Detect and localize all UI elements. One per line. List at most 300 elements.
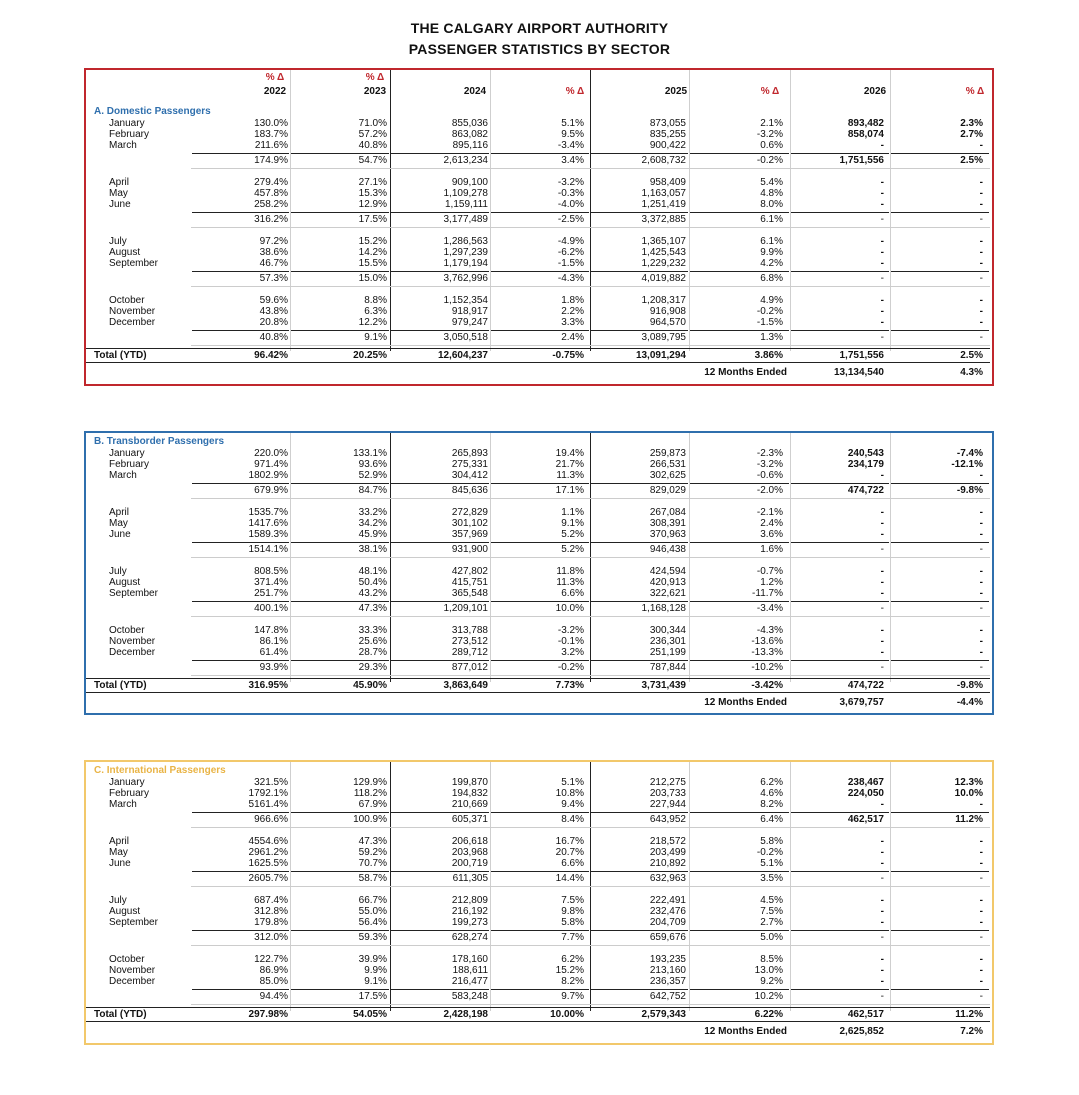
- transborder-quarter-2-c2026-subtotal: -: [880, 544, 884, 555]
- international-row-divider: [191, 886, 990, 887]
- header-year-2026: 2026: [863, 86, 887, 97]
- transborder-quarter-2-p2024-subtotal: 5.2%: [561, 544, 584, 555]
- transborder-quarter-4-c2025-subtotal: 787,844: [649, 662, 686, 673]
- domestic-quarter-2-c2026-subtotal: -: [880, 214, 884, 225]
- international-subtotal-rule: [391, 871, 489, 872]
- domestic-subtotal-rule: [391, 212, 489, 213]
- transborder-quarter-4-c2024-values: 313,788 273,512 289,712: [451, 625, 488, 658]
- transborder-subtotal-rule: [791, 483, 889, 484]
- international-subtotal-rule: [891, 930, 989, 931]
- international-quarter-4-p2024-values: 6.2% 15.2% 8.2%: [555, 954, 584, 987]
- international-twelve-months-value: 2,625,852: [839, 1026, 884, 1037]
- domestic-quarter-1-c2026-values: 893,482 858,074 -: [847, 118, 884, 151]
- transborder-quarter-2-c2024-values: 272,829 301,102 357,969: [451, 507, 488, 540]
- domestic-quarter-4-p2024-subtotal: 2.4%: [561, 332, 584, 343]
- domestic-quarter-2-p2024-values: -3.2% -0.3% -4.0%: [557, 177, 584, 210]
- domestic-quarter-2-p2026-subtotal: -: [979, 214, 983, 225]
- international-subtotal-rule: [491, 989, 589, 990]
- transborder-quarter-1-p2026-values: -7.4% -12.1% -: [951, 448, 983, 481]
- international-quarter-1-p2024-subtotal: 8.4%: [561, 814, 584, 825]
- domestic-quarter-1-c2025-values: 873,055 835,255 900,422: [649, 118, 686, 151]
- transborder-quarter-2-p2025-subtotal: 1.6%: [760, 544, 783, 555]
- domestic-quarter-1-c2023-values: 71.0% 57.2% 40.8%: [358, 118, 387, 151]
- transborder-total-c2023: 45.90%: [353, 680, 387, 691]
- domestic-quarter-4-c2026-subtotal: -: [880, 332, 884, 343]
- transborder-subtotal-rule: [192, 542, 289, 543]
- international-quarter-1-p2025-values: 6.2% 4.6% 8.2%: [760, 777, 783, 810]
- international-quarter-1-c2022-values: 321.5% 1792.1% 5161.4%: [248, 777, 288, 810]
- domestic-quarter-2-c2023-values: 27.1% 15.3% 12.9%: [358, 177, 387, 210]
- transborder-total-bottom-rule: [86, 692, 990, 693]
- international-quarter-2-p2026-subtotal: -: [979, 873, 983, 884]
- international-subtotal-rule: [591, 989, 688, 990]
- domestic-twelve-months-value: 13,134,540: [833, 367, 884, 378]
- international-row-divider: [191, 1004, 990, 1005]
- transborder-subtotal-rule: [192, 483, 289, 484]
- transborder-quarter-4-p2026-subtotal: -: [979, 662, 983, 673]
- transborder-subtotal-rule: [591, 601, 688, 602]
- international-subtotal-rule: [192, 812, 289, 813]
- transborder-quarter-2-c2026-values: - - -: [880, 507, 884, 540]
- domestic-quarter-3-c2025-subtotal: 4,019,882: [641, 273, 686, 284]
- domestic-subtotal-rule: [192, 271, 289, 272]
- international-subtotal-rule: [591, 812, 688, 813]
- domestic-total-c2026: 1,751,556: [839, 350, 884, 361]
- international-quarter-1-p2024-values: 5.1% 10.8% 9.4%: [555, 777, 584, 810]
- domestic-quarter-2-p2024-subtotal: -2.5%: [557, 214, 584, 225]
- international-subtotal-rule: [591, 930, 688, 931]
- transborder-quarter-1-c2023-subtotal: 84.7%: [358, 485, 387, 496]
- transborder-subtotal-rule: [491, 660, 589, 661]
- international-quarter-2-months: April May June: [109, 836, 131, 869]
- domestic-quarter-3-p2025-values: 6.1% 9.9% 4.2%: [760, 236, 783, 269]
- transborder-quarter-3-c2024-values: 427,802 415,751 365,548: [451, 566, 488, 599]
- domestic-twelve-months-label: 12 Months Ended: [704, 367, 787, 378]
- domestic-column-divider: [490, 70, 491, 351]
- domestic-subtotal-rule: [192, 330, 289, 331]
- international-quarter-4-c2024-values: 178,160 188,611 216,477: [451, 954, 488, 987]
- international-total-c2023: 54.05%: [353, 1009, 387, 1020]
- international-quarter-3-c2026-subtotal: -: [880, 932, 884, 943]
- domestic-quarter-4-c2024-values: 1,152,354 918,917 979,247: [443, 295, 488, 328]
- domestic-quarter-4-c2022-subtotal: 40.8%: [259, 332, 288, 343]
- transborder-quarter-4-c2022-subtotal: 93.9%: [259, 662, 288, 673]
- domestic-quarter-3-p2024-values: -4.9% -6.2% -1.5%: [557, 236, 584, 269]
- transborder-quarter-3-c2023-subtotal: 47.3%: [358, 603, 387, 614]
- transborder-subtotal-rule: [591, 483, 688, 484]
- header-pct-delta-2022: % Δ: [265, 72, 285, 83]
- international-quarter-3-c2022-values: 687.4% 312.8% 179.8%: [254, 895, 288, 928]
- transborder-subtotal-rule: [391, 601, 489, 602]
- domestic-row-divider: [191, 345, 990, 346]
- header-year-2024: 2024: [463, 86, 487, 97]
- domestic-quarter-2-c2022-subtotal: 316.2%: [254, 214, 288, 225]
- transborder-subtotal-rule: [491, 601, 589, 602]
- transborder-quarter-1-c2025-subtotal: 829,029: [649, 485, 686, 496]
- transborder-quarter-3-c2025-values: 424,594 420,913 322,621: [649, 566, 686, 599]
- transborder-subtotal-rule: [891, 483, 989, 484]
- international-quarter-3-c2026-values: - - -: [880, 895, 884, 928]
- domestic-quarter-3-p2026-values: - - -: [979, 236, 983, 269]
- transborder-quarter-3-p2024-subtotal: 10.0%: [555, 603, 584, 614]
- transborder-subtotal-rule: [591, 660, 688, 661]
- domestic-total-bottom-rule: [86, 362, 990, 363]
- transborder-subtotal-rule: [391, 660, 489, 661]
- international-twelve-months-label: 12 Months Ended: [704, 1026, 787, 1037]
- transborder-subtotal-rule: [192, 660, 289, 661]
- international-section-label: C. International Passengers: [94, 765, 226, 776]
- transborder-quarter-1-p2024-subtotal: 17.1%: [555, 485, 584, 496]
- domestic-subtotal-rule: [591, 212, 688, 213]
- domestic-quarter-1-c2022-subtotal: 174.9%: [254, 155, 288, 166]
- transborder-subtotal-rule: [791, 542, 889, 543]
- international-subtotal-rule: [491, 812, 589, 813]
- transborder-subtotal-rule: [291, 483, 389, 484]
- transborder-subtotal-rule: [491, 542, 589, 543]
- transborder-quarter-1-c2024-values: 265,893 275,331 304,412: [451, 448, 488, 481]
- transborder-quarter-1-c2022-subtotal: 679.9%: [254, 485, 288, 496]
- domestic-quarter-4-c2022-values: 59.6% 43.8% 20.8%: [259, 295, 288, 328]
- transborder-quarter-1-c2024-subtotal: 845,636: [451, 485, 488, 496]
- international-quarter-2-c2023-values: 47.3% 59.2% 70.7%: [358, 836, 387, 869]
- transborder-twelve-months-value: 3,679,757: [839, 697, 884, 708]
- transborder-quarter-2-c2023-subtotal: 38.1%: [358, 544, 387, 555]
- domestic-quarter-2-c2023-subtotal: 17.5%: [358, 214, 387, 225]
- transborder-quarter-4-c2023-subtotal: 29.3%: [358, 662, 387, 673]
- domestic-quarter-2-p2025-subtotal: 6.1%: [760, 214, 783, 225]
- transborder-total-rule: [86, 678, 990, 679]
- domestic-subtotal-rule: [791, 212, 889, 213]
- international-quarter-4-c2026-subtotal: -: [880, 991, 884, 1002]
- transborder-quarter-3-p2025-subtotal: -3.4%: [756, 603, 783, 614]
- transborder-quarter-1-c2025-values: 259,873 266,531 302,625: [649, 448, 686, 481]
- international-quarter-2-p2024-values: 16.7% 20.7% 6.6%: [555, 836, 584, 869]
- transborder-quarter-3-p2024-values: 11.8% 11.3% 6.6%: [556, 566, 584, 599]
- domestic-subtotal-rule: [690, 330, 789, 331]
- international-quarter-1-p2025-subtotal: 6.4%: [760, 814, 783, 825]
- domestic-subtotal-rule: [192, 212, 289, 213]
- international-quarter-4-p2024-subtotal: 9.7%: [561, 991, 584, 1002]
- domestic-quarter-1-p2024-subtotal: 3.4%: [561, 155, 584, 166]
- international-total-p2025: 6.22%: [754, 1009, 783, 1020]
- transborder-total-c2022: 316.95%: [248, 680, 288, 691]
- domestic-quarter-3-c2025-values: 1,365,107 1,425,543 1,229,232: [641, 236, 686, 269]
- domestic-total-rule: [86, 348, 990, 349]
- domestic-quarter-3-c2024-subtotal: 3,762,996: [443, 273, 488, 284]
- domestic-quarter-2-c2025-values: 958,409 1,163,057 1,251,419: [641, 177, 686, 210]
- international-quarter-4-c2025-values: 193,235 213,160 236,357: [649, 954, 686, 987]
- transborder-subtotal-rule: [491, 483, 589, 484]
- international-quarter-2-c2025-subtotal: 632,963: [649, 873, 686, 884]
- international-subtotal-rule: [391, 989, 489, 990]
- transborder-subtotal-rule: [690, 483, 789, 484]
- domestic-quarter-1-p2024-values: 5.1% 9.5% -3.4%: [557, 118, 584, 151]
- domestic-quarter-4-p2025-values: 4.9% -0.2% -1.5%: [756, 295, 783, 328]
- international-quarter-3-c2022-subtotal: 312.0%: [254, 932, 288, 943]
- transborder-quarter-3-c2022-subtotal: 400.1%: [254, 603, 288, 614]
- transborder-quarter-3-p2026-subtotal: -: [979, 603, 983, 614]
- domestic-quarter-4-c2025-values: 1,208,317 916,908 964,570: [641, 295, 686, 328]
- domestic-quarter-1-c2026-subtotal: 1,751,556: [839, 155, 884, 166]
- transborder-quarter-1-p2025-subtotal: -2.0%: [756, 485, 783, 496]
- transborder-quarter-4-p2024-values: -3.2% -0.1% 3.2%: [557, 625, 584, 658]
- domestic-subtotal-rule: [591, 330, 688, 331]
- transborder-quarter-3-months: July August September: [109, 566, 158, 599]
- domestic-subtotal-rule: [291, 330, 389, 331]
- international-row-divider: [191, 945, 990, 946]
- transborder-quarter-3-c2026-values: - - -: [880, 566, 884, 599]
- international-subtotal-rule: [690, 989, 789, 990]
- transborder-twelve-months-label: 12 Months Ended: [704, 697, 787, 708]
- international-quarter-2-c2025-values: 218,572 203,499 210,892: [649, 836, 686, 869]
- transborder-quarter-1-months: January February March: [109, 448, 150, 481]
- domestic-quarter-4-p2026-subtotal: -: [979, 332, 983, 343]
- domestic-subtotal-rule: [491, 153, 589, 154]
- international-quarter-3-c2024-subtotal: 628,274: [451, 932, 488, 943]
- transborder-subtotal-rule: [291, 660, 389, 661]
- transborder-quarter-3-c2025-subtotal: 1,168,128: [641, 603, 686, 614]
- domestic-quarter-2-c2024-values: 909,100 1,109,278 1,159,111: [443, 177, 488, 210]
- transborder-subtotal-rule: [891, 660, 989, 661]
- international-quarter-3-c2024-values: 212,809 216,192 199,273: [451, 895, 488, 928]
- transborder-total-c2026: 474,722: [847, 680, 884, 691]
- international-quarter-4-c2023-values: 39.9% 9.9% 9.1%: [358, 954, 387, 987]
- international-total-c2025: 2,579,343: [641, 1009, 686, 1020]
- international-quarter-1-c2024-subtotal: 605,371: [451, 814, 488, 825]
- transborder-quarter-1-c2026-subtotal: 474,722: [847, 485, 884, 496]
- transborder-subtotal-rule: [891, 601, 989, 602]
- transborder-row-divider: [191, 675, 990, 676]
- transborder-quarter-2-p2026-subtotal: -: [979, 544, 983, 555]
- transborder-subtotal-rule: [690, 542, 789, 543]
- international-quarter-2-c2023-subtotal: 58.7%: [358, 873, 387, 884]
- international-total-label: Total (YTD): [94, 1009, 147, 1020]
- international-quarter-2-c2022-values: 4554.6% 2961.2% 1625.5%: [248, 836, 288, 869]
- domestic-subtotal-rule: [791, 153, 889, 154]
- domestic-quarter-3-p2024-subtotal: -4.3%: [557, 273, 584, 284]
- domestic-quarter-3-p2026-subtotal: -: [979, 273, 983, 284]
- domestic-quarter-3-c2026-values: - - -: [880, 236, 884, 269]
- international-quarter-3-p2025-subtotal: 5.0%: [760, 932, 783, 943]
- international-total-rule: [86, 1007, 990, 1008]
- transborder-subtotal-rule: [192, 601, 289, 602]
- international-subtotal-rule: [791, 871, 889, 872]
- domestic-column-divider: [590, 70, 591, 351]
- international-quarter-4-p2026-values: - - -: [979, 954, 983, 987]
- report-title-line-1: THE CALGARY AIRPORT AUTHORITY: [410, 20, 669, 36]
- transborder-quarter-4-months: October November December: [109, 625, 156, 658]
- international-subtotal-rule: [791, 989, 889, 990]
- domestic-subtotal-rule: [391, 271, 489, 272]
- international-quarter-1-c2025-values: 212,275 203,733 227,944: [649, 777, 686, 810]
- transborder-twelve-months-pct: -4.4%: [956, 697, 983, 708]
- international-quarter-4-p2025-subtotal: 10.2%: [754, 991, 783, 1002]
- domestic-quarter-1-p2026-subtotal: 2.5%: [960, 155, 983, 166]
- transborder-quarter-2-c2024-subtotal: 931,900: [451, 544, 488, 555]
- domestic-row-divider: [191, 286, 990, 287]
- domestic-twelve-months-pct: 4.3%: [960, 367, 983, 378]
- domestic-subtotal-rule: [192, 153, 289, 154]
- domestic-column-divider: [390, 70, 391, 351]
- international-subtotal-rule: [591, 871, 688, 872]
- international-quarter-3-p2024-subtotal: 7.7%: [561, 932, 584, 943]
- domestic-subtotal-rule: [591, 153, 688, 154]
- domestic-quarter-4-p2025-subtotal: 1.3%: [760, 332, 783, 343]
- international-subtotal-rule: [192, 989, 289, 990]
- domestic-quarter-1-p2025-values: 2.1% -3.2% 0.6%: [756, 118, 783, 151]
- transborder-row-divider: [191, 616, 990, 617]
- international-quarter-1-p2026-subtotal: 11.2%: [955, 814, 983, 825]
- domestic-total-c2022: 96.42%: [254, 350, 288, 361]
- domestic-column-divider: [790, 70, 791, 351]
- international-subtotal-rule: [291, 812, 389, 813]
- domestic-subtotal-rule: [391, 153, 489, 154]
- transborder-quarter-1-c2023-values: 133.1% 93.6% 52.9%: [353, 448, 387, 481]
- international-quarter-3-c2025-values: 222,491 232,476 204,709: [649, 895, 686, 928]
- domestic-subtotal-rule: [391, 330, 489, 331]
- transborder-quarter-2-c2023-values: 33.2% 34.2% 45.9%: [358, 507, 387, 540]
- domestic-quarter-4-c2024-subtotal: 3,050,518: [443, 332, 488, 343]
- domestic-subtotal-rule: [791, 271, 889, 272]
- international-subtotal-rule: [291, 871, 389, 872]
- international-quarter-2-p2025-subtotal: 3.5%: [760, 873, 783, 884]
- transborder-quarter-4-p2025-subtotal: -10.2%: [751, 662, 783, 673]
- international-quarter-1-p2026-values: 12.3% 10.0% -: [954, 777, 983, 810]
- transborder-subtotal-rule: [791, 660, 889, 661]
- transborder-quarter-1-c2026-values: 240,543 234,179 -: [847, 448, 884, 481]
- domestic-quarter-4-c2025-subtotal: 3,089,795: [641, 332, 686, 343]
- international-subtotal-rule: [291, 989, 389, 990]
- domestic-quarter-1-c2022-values: 130.0% 183.7% 211.6%: [254, 118, 288, 151]
- transborder-quarter-1-p2024-values: 19.4% 21.7% 11.3%: [555, 448, 584, 481]
- domestic-quarter-1-p2026-values: 2.3% 2.7% -: [960, 118, 983, 151]
- domestic-quarter-2-months: April May June: [109, 177, 131, 210]
- international-row-divider: [191, 827, 990, 828]
- transborder-quarter-1-p2025-values: -2.3% -3.2% -0.6%: [756, 448, 783, 481]
- header-year-2023: 2023: [363, 86, 387, 97]
- domestic-quarter-2-c2022-values: 279.4% 457.8% 258.2%: [254, 177, 288, 210]
- transborder-subtotal-rule: [591, 542, 688, 543]
- domestic-quarter-3-c2022-subtotal: 57.3%: [259, 273, 288, 284]
- domestic-row-divider: [191, 168, 990, 169]
- domestic-quarter-2-c2026-values: - - -: [880, 177, 884, 210]
- international-quarter-1-c2023-subtotal: 100.9%: [353, 814, 387, 825]
- domestic-quarter-3-c2024-values: 1,286,563 1,297,239 1,179,194: [443, 236, 488, 269]
- transborder-row-divider: [191, 557, 990, 558]
- domestic-quarter-3-c2026-subtotal: -: [880, 273, 884, 284]
- transborder-quarter-4-c2024-subtotal: 877,012: [451, 662, 488, 673]
- domestic-column-divider: [689, 70, 690, 351]
- international-quarter-3-p2026-values: - - -: [979, 895, 983, 928]
- transborder-quarter-3-c2023-values: 48.1% 50.4% 43.2%: [358, 566, 387, 599]
- transborder-quarter-2-months: April May June: [109, 507, 131, 540]
- transborder-quarter-2-p2025-values: -2.1% 2.4% 3.6%: [756, 507, 783, 540]
- international-quarter-3-c2025-subtotal: 659,676: [649, 932, 686, 943]
- domestic-section-label: A. Domestic Passengers: [94, 106, 211, 117]
- transborder-quarter-1-p2026-subtotal: -9.8%: [956, 485, 983, 496]
- report-title-line-2: PASSENGER STATISTICS BY SECTOR: [408, 41, 671, 57]
- international-total-c2026: 462,517: [847, 1009, 884, 1020]
- domestic-subtotal-rule: [491, 330, 589, 331]
- domestic-row-divider: [191, 227, 990, 228]
- transborder-quarter-4-c2026-subtotal: -: [880, 662, 884, 673]
- domestic-subtotal-rule: [491, 271, 589, 272]
- international-quarter-4-p2025-values: 8.5% 13.0% 9.2%: [754, 954, 783, 987]
- transborder-total-c2025: 3,731,439: [641, 680, 686, 691]
- domestic-quarter-3-c2022-values: 97.2% 38.6% 46.7%: [259, 236, 288, 269]
- header-year-2022: 2022: [263, 86, 287, 97]
- transborder-total-p2025: -3.42%: [751, 680, 783, 691]
- transborder-quarter-3-p2025-values: -0.7% 1.2% -11.7%: [752, 566, 783, 599]
- international-subtotal-rule: [791, 930, 889, 931]
- transborder-row-divider: [191, 498, 990, 499]
- domestic-quarter-2-c2024-subtotal: 3,177,489: [443, 214, 488, 225]
- international-subtotal-rule: [192, 930, 289, 931]
- international-subtotal-rule: [391, 812, 489, 813]
- transborder-quarter-4-p2025-values: -4.3% -13.6% -13.3%: [751, 625, 783, 658]
- international-total-p2024: 10.00%: [550, 1009, 584, 1020]
- transborder-subtotal-rule: [291, 542, 389, 543]
- international-quarter-3-c2023-values: 66.7% 55.0% 56.4%: [358, 895, 387, 928]
- domestic-subtotal-rule: [891, 212, 989, 213]
- international-quarter-4-c2023-subtotal: 17.5%: [358, 991, 387, 1002]
- transborder-quarter-3-c2022-values: 808.5% 371.4% 251.7%: [254, 566, 288, 599]
- domestic-total-label: Total (YTD): [94, 350, 147, 361]
- international-subtotal-rule: [491, 930, 589, 931]
- domestic-total-p2025: 3.86%: [754, 350, 783, 361]
- transborder-quarter-3-c2024-subtotal: 1,209,101: [443, 603, 488, 614]
- domestic-subtotal-rule: [690, 153, 789, 154]
- header-year-2025: 2025: [664, 86, 688, 97]
- international-quarter-1-c2024-values: 199,870 194,832 210,669: [451, 777, 488, 810]
- transborder-total-label: Total (YTD): [94, 680, 147, 691]
- international-quarter-1-c2026-values: 238,467 224,050 -: [847, 777, 884, 810]
- transborder-quarter-3-c2026-subtotal: -: [880, 603, 884, 614]
- header-pct-2025: % Δ: [760, 86, 780, 97]
- international-subtotal-rule: [791, 812, 889, 813]
- domestic-quarter-4-p2024-values: 1.8% 2.2% 3.3%: [561, 295, 584, 328]
- domestic-quarter-4-c2023-subtotal: 9.1%: [364, 332, 387, 343]
- header-pct-delta-2023: % Δ: [365, 72, 385, 83]
- international-subtotal-rule: [192, 871, 289, 872]
- header-pct-2026: % Δ: [965, 86, 985, 97]
- domestic-quarter-4-c2026-values: - - -: [880, 295, 884, 328]
- international-quarter-4-c2024-subtotal: 583,248: [451, 991, 488, 1002]
- domestic-column-divider: [890, 70, 891, 351]
- international-subtotal-rule: [690, 812, 789, 813]
- international-subtotal-rule: [891, 812, 989, 813]
- international-quarter-4-c2025-subtotal: 642,752: [649, 991, 686, 1002]
- international-quarter-2-c2024-subtotal: 611,305: [452, 873, 488, 884]
- domestic-quarter-4-p2026-values: - - -: [979, 295, 983, 328]
- transborder-quarter-2-c2025-subtotal: 946,438: [649, 544, 686, 555]
- international-quarter-4-c2022-subtotal: 94.4%: [259, 991, 288, 1002]
- domestic-subtotal-rule: [891, 330, 989, 331]
- domestic-quarter-1-c2024-subtotal: 2,613,234: [443, 155, 488, 166]
- domestic-total-p2026: 2.5%: [960, 350, 983, 361]
- transborder-subtotal-rule: [891, 542, 989, 543]
- transborder-subtotal-rule: [391, 483, 489, 484]
- international-subtotal-rule: [491, 871, 589, 872]
- transborder-total-p2026: -9.8%: [956, 680, 983, 691]
- domestic-subtotal-rule: [491, 212, 589, 213]
- international-subtotal-rule: [690, 871, 789, 872]
- international-twelve-months-pct: 7.2%: [960, 1026, 983, 1037]
- international-quarter-1-c2026-subtotal: 462,517: [847, 814, 884, 825]
- international-subtotal-rule: [391, 930, 489, 931]
- domestic-quarter-1-months: January February March: [109, 118, 150, 151]
- international-quarter-2-p2024-subtotal: 14.4%: [555, 873, 584, 884]
